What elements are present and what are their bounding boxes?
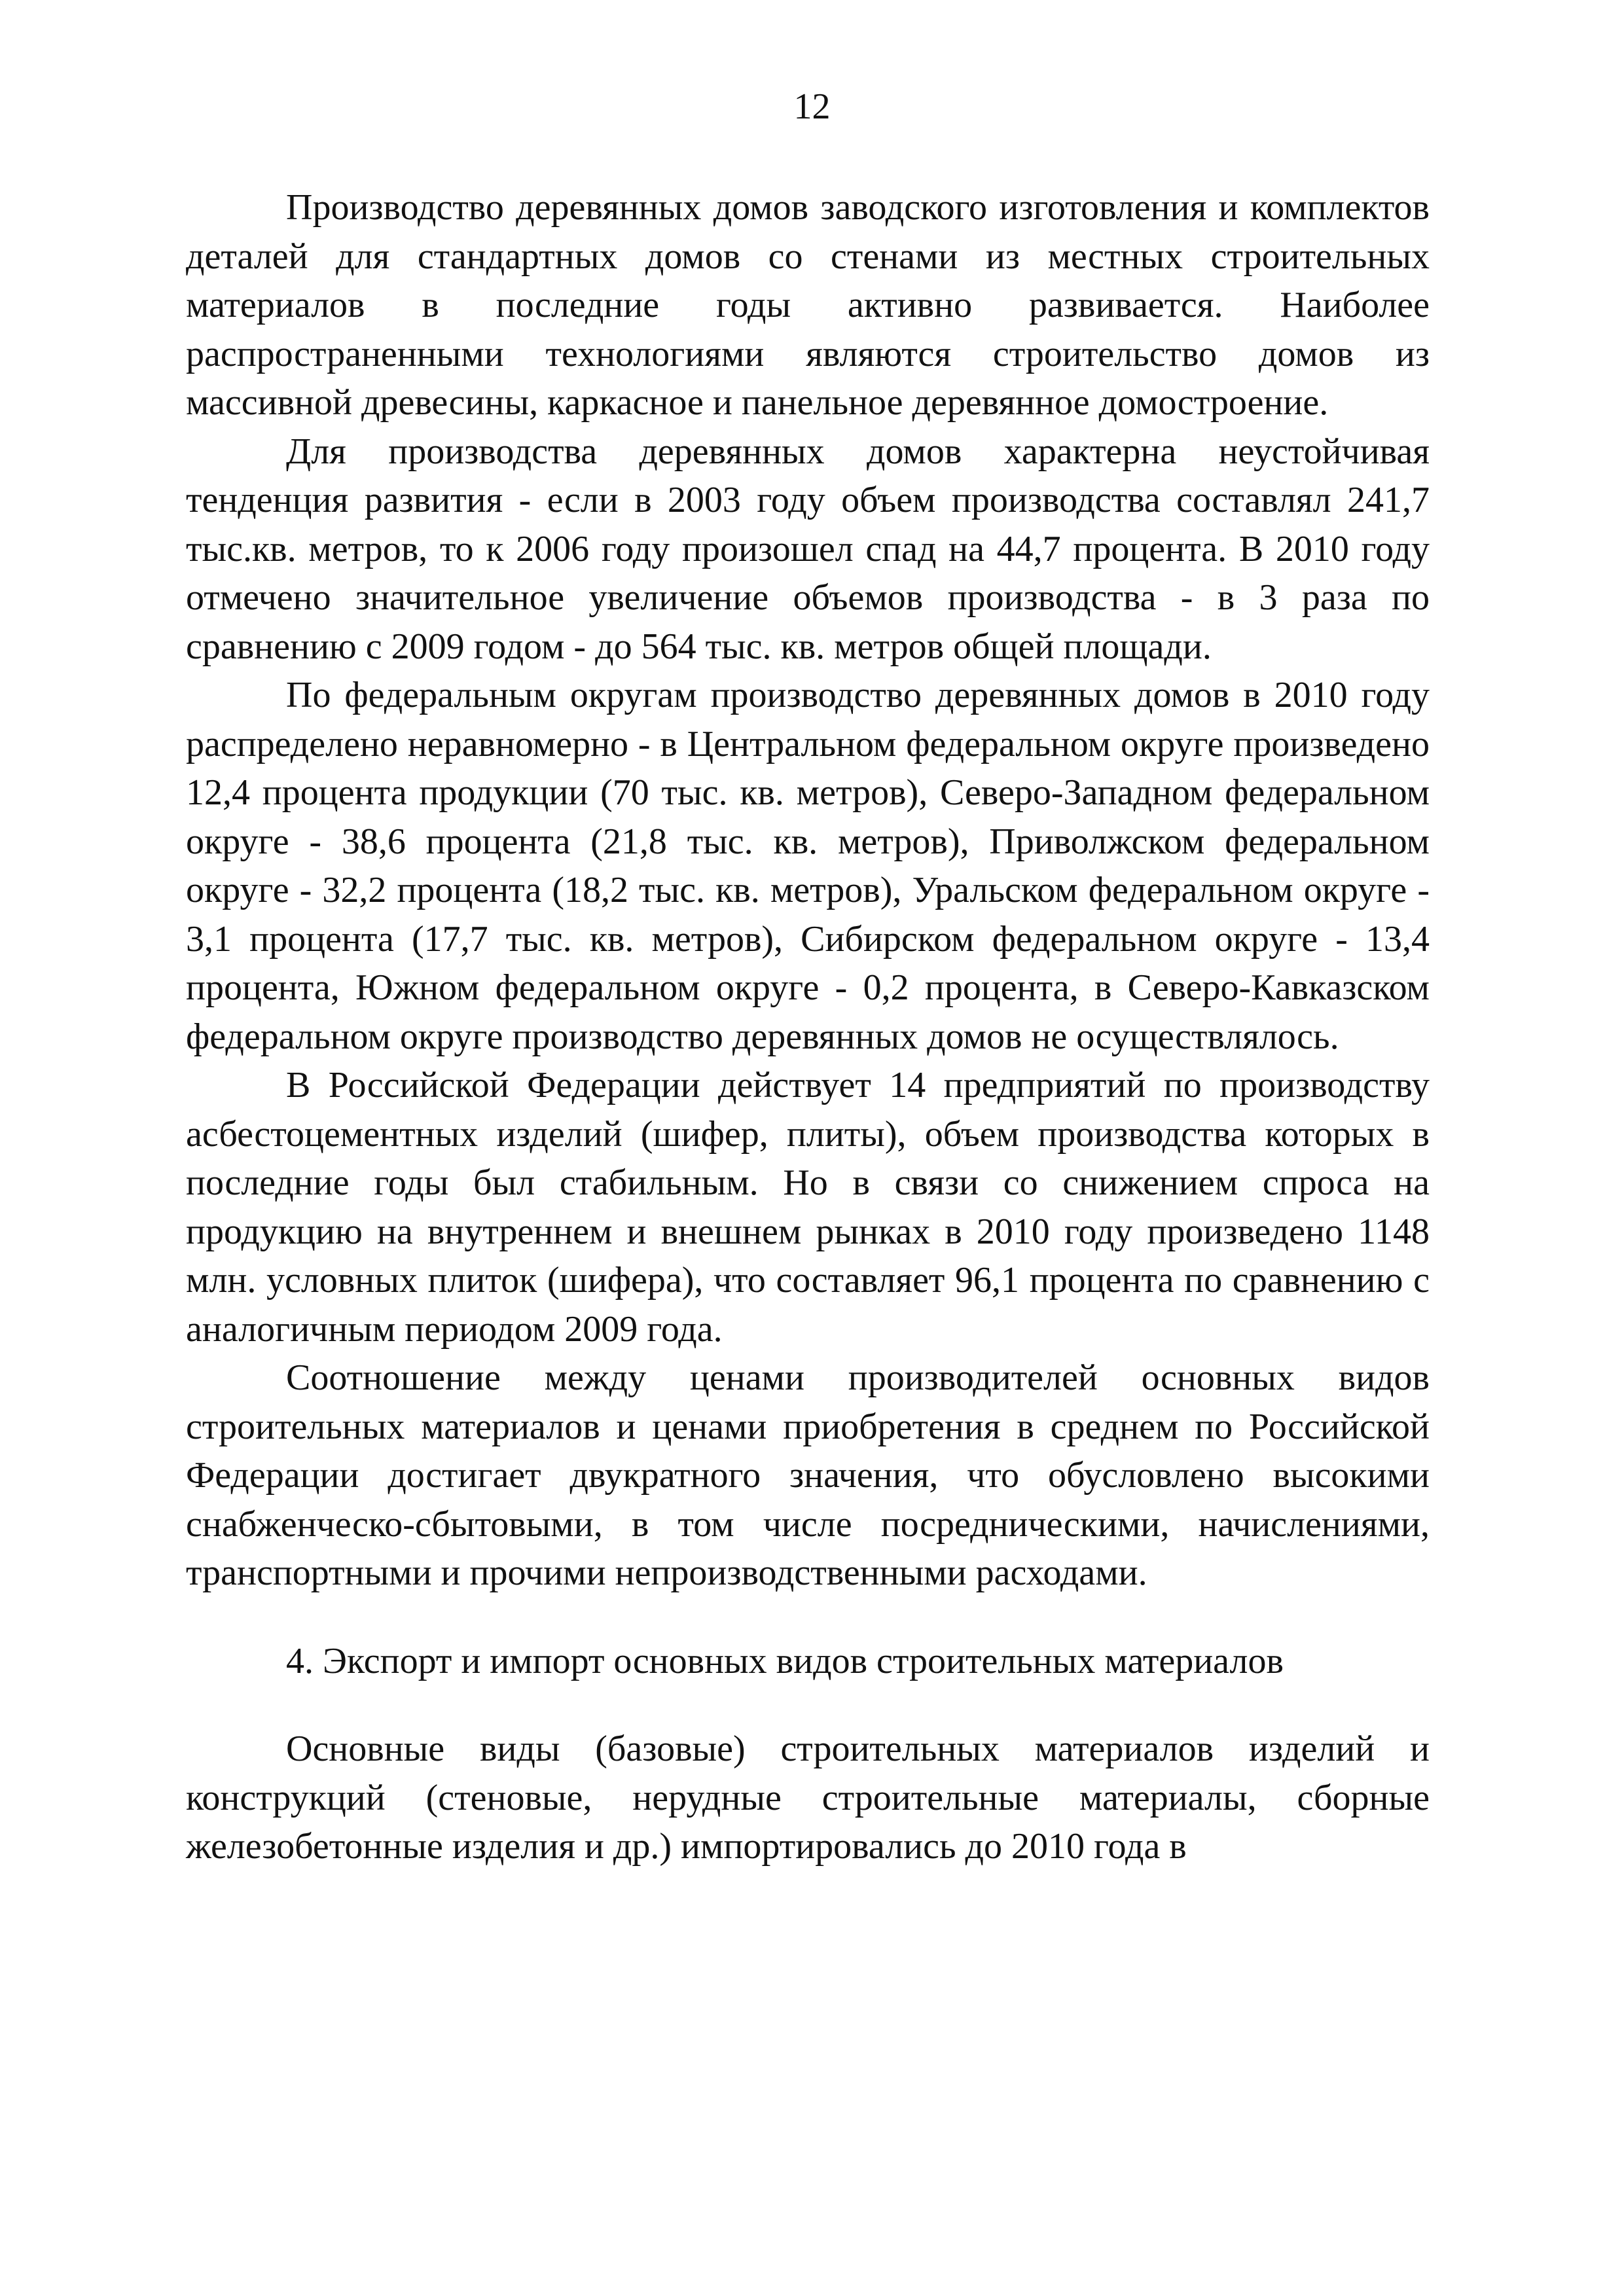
paragraph-import: Основные виды (базовые) строительных материалов изделий и конструкций (стеновые, нерудные строительные материалы, сборные железобетонные изделия и др.) импортировались до 2010 года в — [186, 1729, 1430, 1867]
paragraph-wooden-houses: Производство деревянных домов заводского изготовления и комплектов деталей для стандартных домов со стенами из местных строительных материалов в последние годы активно развивается. Наиболее распространенными технологиями являются строительство домов из массивной древесины, каркасное и панельное деревянное домостроение. — [186, 187, 1430, 423]
section-heading: 4. Экспорт и импорт основных видов строительных материалов — [286, 1640, 1284, 1681]
paragraph-federal-districts: По федеральным округам производство деревянных домов в 2010 году распределено неравномерно - в Центральном федеральном округе произведено 12,4 процента продукции (70 тыс. кв. метров), Северо-Западном федеральном округе - 38,6 процента (21,8 тыс. кв. метров), Приволжском федеральном округе - 32,2 процента (18,2 тыс. кв. метров), Уральском федеральном округе - 3,1 процента (17,7 тыс. кв. метров), Сибирском федеральном округе - 13,4 процента, Южном федеральном округе - 0,2 процента, в Северо-Кавказском федеральном округе производство деревянных домов не осуществлялось. — [186, 675, 1430, 1057]
document-body — [186, 183, 1430, 1871]
paragraph-production-trend: Для производства деревянных домов характерна неустойчивая тенденция развития - если в 2003 году объем производства составлял 241,7 тыс.кв. метров, то к 2006 году произошел спад на 44,7 процента. В 2010 году отмечено значительное увеличение объемов производства - в 3 раза по сравнению с 2009 годом - до 564 тыс. кв. метров общей площади. — [186, 431, 1430, 667]
paragraph-price-ratio: Соотношение между ценами производителей основных видов строительных материалов и ценами приобретения в среднем по Российской Федерации достигает двукратного значения, что обусловлено высокими снабженческо-сбытовыми, в том числе посредническими, начислениями, транспортными и прочими непроизводственными расходами. — [186, 1357, 1430, 1593]
paragraph-asbestos-cement: В Российской Федерации действует 14 предприятий по производству асбестоцементных изделий (шифер, плиты), объем производства которых в последние годы был стабильным. Но в связи со снижением спроса на продукцию на внутреннем и внешнем рынках в 2010 году произведено 1148 млн. условных плиток (шифера), что составляет 96,1 процента по сравнению с аналогичным периодом 2009 года. — [186, 1065, 1430, 1350]
page-number: 12 — [793, 86, 831, 127]
